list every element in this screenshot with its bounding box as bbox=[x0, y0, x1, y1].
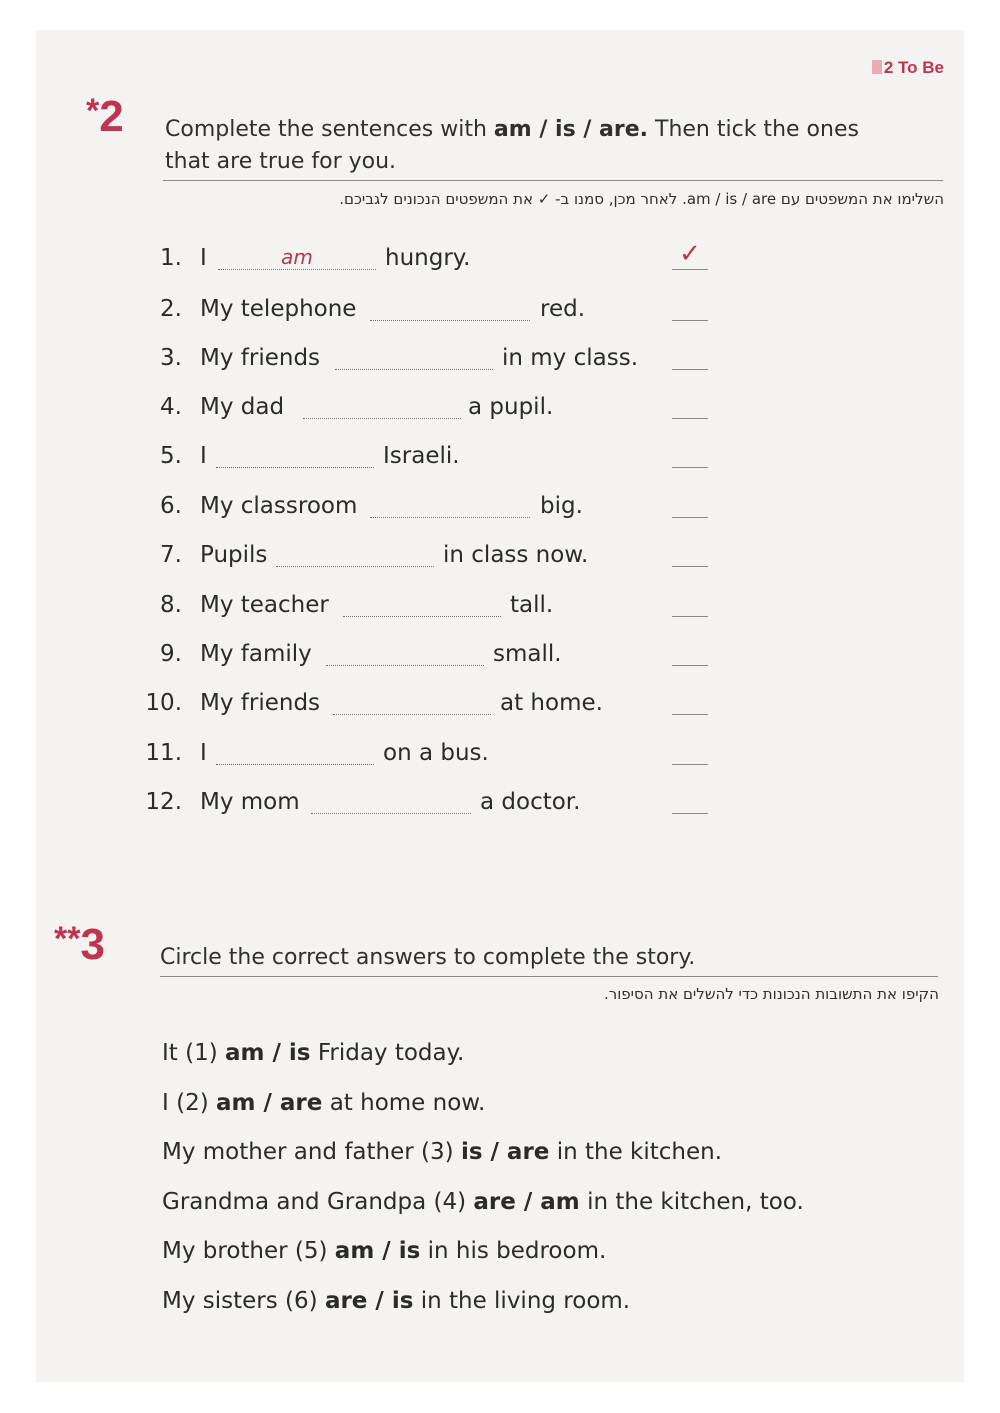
tick-box[interactable] bbox=[672, 542, 708, 567]
title-underline bbox=[160, 976, 938, 977]
answer-blank[interactable] bbox=[216, 740, 374, 765]
story-line bbox=[162, 1139, 722, 1165]
tick-box[interactable]: ✓ bbox=[672, 245, 708, 270]
story-line bbox=[162, 1288, 630, 1314]
unit-header bbox=[872, 58, 944, 78]
sentence-start: My teacher bbox=[200, 592, 329, 618]
story-after: Friday today. bbox=[317, 1040, 465, 1066]
story-line bbox=[162, 1090, 485, 1116]
item-number: 12. bbox=[145, 789, 182, 815]
answer-options[interactable]: are / is bbox=[324, 1288, 414, 1314]
tick-box[interactable] bbox=[672, 740, 708, 765]
answer-blank[interactable] bbox=[276, 542, 434, 567]
sentence-end: red. bbox=[540, 296, 586, 322]
answer-blank[interactable] bbox=[370, 296, 530, 321]
sentence-start: I bbox=[200, 740, 207, 766]
story-after: in the kitchen, too. bbox=[587, 1189, 804, 1215]
difficulty-stars: * bbox=[86, 92, 100, 130]
item-number: 3. bbox=[160, 345, 182, 371]
tick-box[interactable] bbox=[672, 493, 708, 518]
answer-blank[interactable] bbox=[335, 345, 493, 370]
sentence-start: My friends bbox=[200, 690, 321, 716]
tick-box[interactable] bbox=[672, 789, 708, 814]
item-number: 5. bbox=[160, 443, 182, 469]
sentence-end: in class now. bbox=[443, 542, 589, 568]
sentence-start: My telephone bbox=[200, 296, 357, 322]
story-line bbox=[162, 1238, 606, 1264]
item-number: 7. bbox=[160, 542, 182, 568]
sentence-start: Pupils bbox=[200, 542, 268, 568]
answer-blank[interactable] bbox=[333, 690, 491, 715]
story-line bbox=[162, 1189, 804, 1215]
story-before: I (2) bbox=[162, 1090, 209, 1116]
exercise2-marker bbox=[86, 92, 124, 142]
sentence-end: at home. bbox=[500, 690, 603, 716]
story-after: in the kitchen. bbox=[556, 1139, 723, 1165]
sentence-start: I bbox=[200, 245, 207, 271]
item-number: 6. bbox=[160, 493, 182, 519]
tick-box[interactable] bbox=[672, 443, 708, 468]
story-before: It (1) bbox=[162, 1040, 218, 1066]
exercise3-hebrew-instructions: הקיפו את התשובות הנכונות כדי להשלים את הסיפור. bbox=[603, 985, 939, 1003]
answer-blank[interactable] bbox=[216, 443, 374, 468]
sentence-end: small. bbox=[493, 641, 562, 667]
sentence-end: tall. bbox=[510, 592, 554, 618]
exercise3-title: Circle the correct answers to complete the story. bbox=[160, 945, 696, 970]
story-before: Grandma and Grandpa (4) bbox=[162, 1189, 467, 1215]
answer-options[interactable]: am / are bbox=[216, 1090, 323, 1116]
title-options: am / is / are. bbox=[493, 117, 649, 142]
item-number: 1. bbox=[160, 245, 182, 271]
item-number: 2. bbox=[160, 296, 182, 322]
exercise2-title bbox=[165, 114, 859, 178]
sentence-end: in my class. bbox=[502, 345, 639, 371]
tick-box[interactable] bbox=[672, 641, 708, 666]
sentence-end: Israeli. bbox=[383, 443, 460, 469]
answer-options[interactable]: are / am bbox=[473, 1189, 580, 1215]
title-underline bbox=[163, 180, 943, 181]
item-number: 8. bbox=[160, 592, 182, 618]
tick-box[interactable] bbox=[672, 345, 708, 370]
story-after: in the living room. bbox=[420, 1288, 631, 1314]
title-line1: Complete the sentences with bbox=[165, 117, 487, 142]
exercise3-marker bbox=[54, 920, 105, 970]
story-before: My mother and father (3) bbox=[162, 1139, 454, 1165]
sentence-start: My classroom bbox=[200, 493, 358, 519]
exercise2-hebrew-instructions: השלימו את המשפטים עם am / is / are. לאחר מכן, סמנו ב- ✓ את המשפטים הנכונים לגביכם. bbox=[339, 190, 944, 208]
exercise-number: 3 bbox=[80, 920, 105, 969]
answer-options[interactable]: is / are bbox=[460, 1139, 550, 1165]
exercise-number: 2 bbox=[99, 92, 124, 141]
sentence-end: on a bus. bbox=[383, 740, 489, 766]
unit-title: To Be bbox=[898, 58, 944, 77]
tick-box[interactable] bbox=[672, 394, 708, 419]
difficulty-stars: ** bbox=[54, 920, 81, 958]
title-line1-end: Then tick the ones bbox=[655, 117, 859, 142]
item-number: 11. bbox=[145, 740, 182, 766]
sentence-end: a pupil. bbox=[468, 394, 554, 420]
tick-box[interactable] bbox=[672, 690, 708, 715]
item-number: 4. bbox=[160, 394, 182, 420]
story-line bbox=[162, 1040, 464, 1066]
unit-number: 2 bbox=[883, 58, 894, 77]
answer-blank[interactable] bbox=[343, 592, 501, 617]
answer-blank[interactable] bbox=[303, 394, 461, 419]
answer-blank[interactable] bbox=[370, 493, 530, 518]
item-number: 10. bbox=[145, 690, 182, 716]
sentence-start: My friends bbox=[200, 345, 321, 371]
tick-box[interactable] bbox=[672, 296, 708, 321]
sentence-start: My family bbox=[200, 641, 312, 667]
sentence-start: My dad bbox=[200, 394, 285, 420]
story-after: in his bedroom. bbox=[427, 1238, 607, 1264]
sentence-end: a doctor. bbox=[480, 789, 581, 815]
story-before: My brother (5) bbox=[162, 1238, 328, 1264]
answer-blank[interactable] bbox=[326, 641, 484, 666]
sentence-start: I bbox=[200, 443, 207, 469]
story-after: at home now. bbox=[329, 1090, 486, 1116]
sentence-end: hungry. bbox=[385, 245, 471, 271]
answer-blank[interactable] bbox=[311, 789, 471, 814]
tick-box[interactable] bbox=[672, 592, 708, 617]
item-number: 9. bbox=[160, 641, 182, 667]
sentence-start: My mom bbox=[200, 789, 300, 815]
sentence-end: big. bbox=[540, 493, 583, 519]
answer-options[interactable]: am / is bbox=[225, 1040, 311, 1066]
answer-blank[interactable]: am bbox=[218, 245, 376, 270]
story-before: My sisters (6) bbox=[162, 1288, 318, 1314]
title-line2: that are true for you. bbox=[165, 149, 397, 174]
header-square-icon bbox=[872, 60, 882, 74]
answer-options[interactable]: am / is bbox=[334, 1238, 421, 1264]
